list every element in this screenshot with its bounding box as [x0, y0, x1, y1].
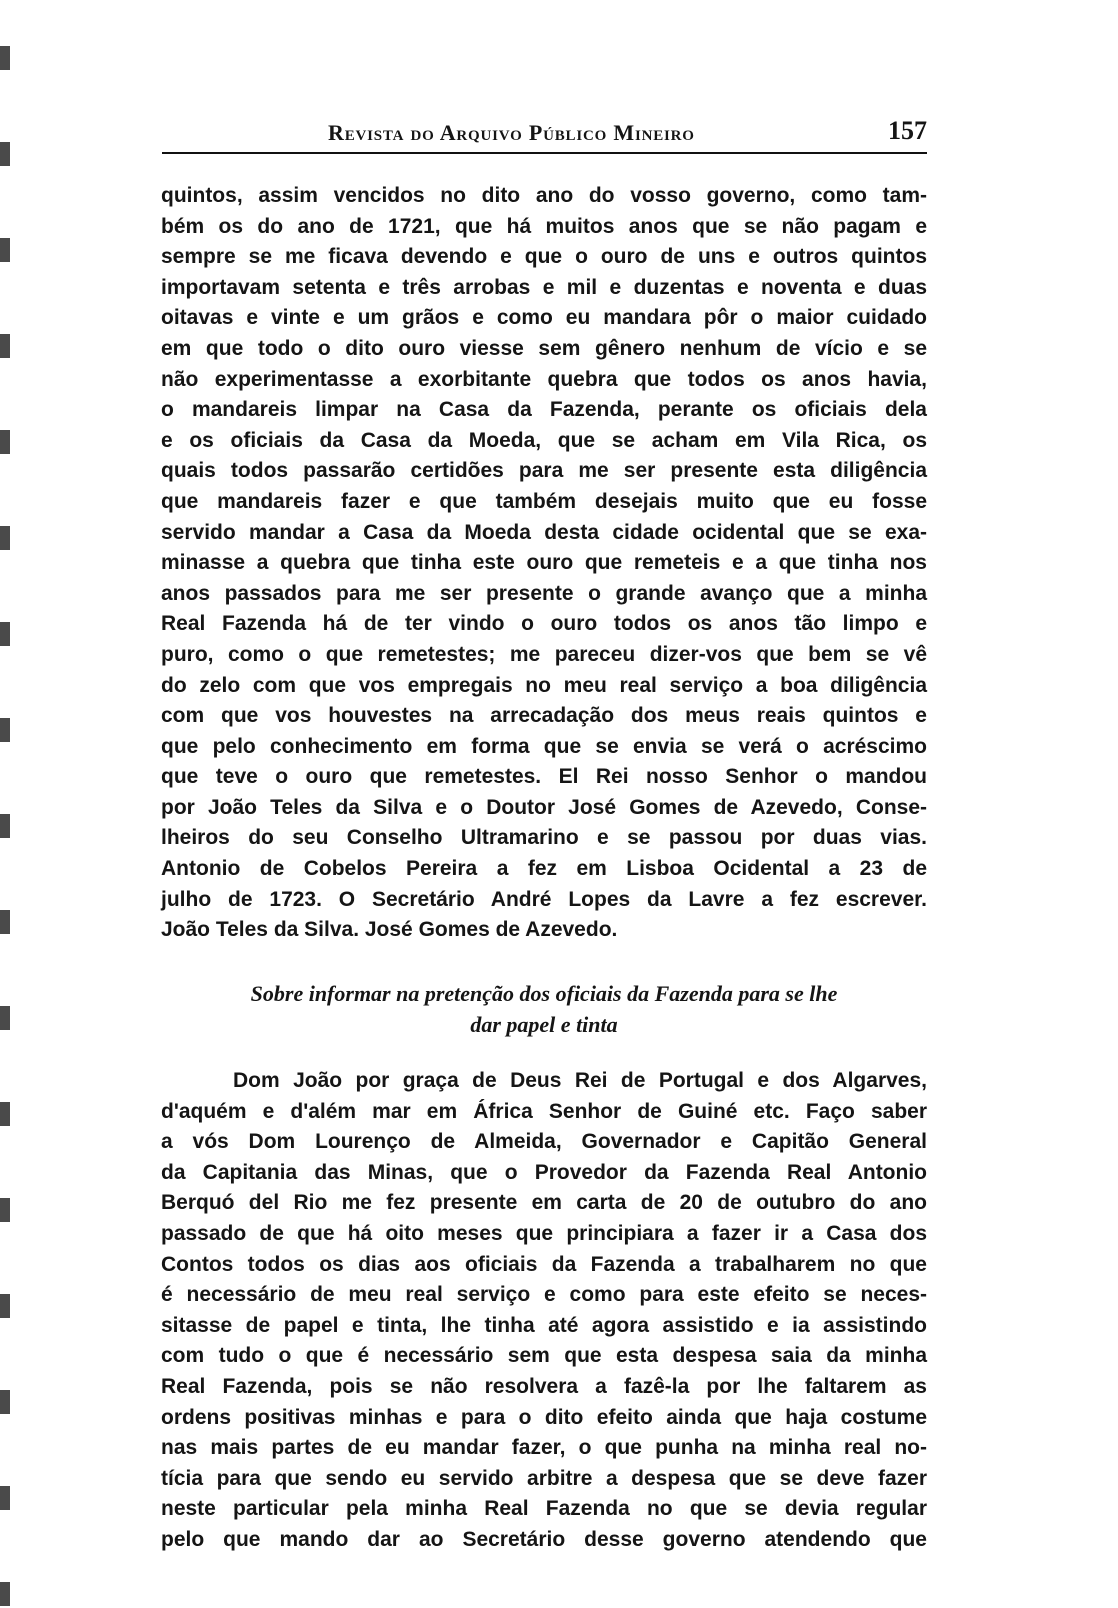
section-heading-line: dar papel e tinta	[470, 1012, 618, 1037]
text-line: Real Fazenda, pois se não resolvera a fazê-la por lhe faltarem as	[161, 1374, 927, 1398]
section-heading	[161, 978, 927, 1040]
text-line: que mandareis fazer e que também desejais muito que eu fosse	[161, 489, 927, 513]
paragraph-decree	[161, 1065, 927, 1555]
text-line: bém os do ano de 1721, que há muitos anos que se não pagam e	[161, 214, 927, 238]
text-line: importavam setenta e três arrobas e mil e duzentas e noventa e duas	[161, 275, 927, 299]
text-line: oitavas e vinte e um grãos e como eu mandara pôr o maior cuidado	[161, 306, 927, 330]
scan-left-edge	[0, 0, 10, 1608]
text-line: não experimentasse a exorbitante quebra que todos os anos havia,	[161, 367, 927, 391]
text-line: sitasse de papel e tinta, lhe tinha até agora assistido e ia assistindo	[161, 1313, 927, 1337]
text-line: Real Fazenda há de ter vindo o ouro todos os anos tão limpo e	[161, 612, 927, 636]
text-line: minasse a quebra que tinha este ouro que remeteis e a que tinha nos	[161, 551, 927, 575]
text-line: com que vos houvestes na arrecadação dos meus reais quintos e	[161, 704, 927, 728]
text-line: neste particular pela minha Real Fazenda no que se devia regular	[161, 1497, 927, 1521]
text-line: anos passados para me ser presente o grande avanço que a minha	[161, 581, 927, 605]
text-line: com tudo o que é necessário sem que esta despesa saia da minha	[161, 1344, 927, 1368]
text-line: que teve o ouro que remetestes. El Rei nosso Senhor o mandou	[161, 765, 927, 789]
text-line: ordens positivas minhas e para o dito efeito ainda que haja costume	[161, 1405, 927, 1429]
text-line: puro, como o que remetestes; me pareceu dizer-vos que bem se vê	[161, 642, 927, 666]
text-line: quais todos passarão certidões para me ser presente esta diligência	[161, 459, 927, 483]
text-line: Contos todos os dias aos oficiais da Fazenda a trabalharem no que	[161, 1252, 927, 1276]
text-line: passado de que há oito meses que principiara a fazer ir a Casa dos	[161, 1221, 927, 1245]
text-line: da Capitania das Minas, que o Provedor da Fazenda Real Antonio	[161, 1160, 927, 1184]
text-line: em que todo o dito ouro viesse sem gênero nenhum de vício e se	[161, 336, 927, 360]
text-line: que pelo conhecimento em forma que se envia se verá o acréscimo	[161, 734, 927, 758]
running-title: Revista do Arquivo Público Mineiro	[328, 120, 695, 145]
text-line: tícia para que sendo eu servido arbitre a despesa que se deve fazer	[161, 1466, 927, 1490]
text-line: Dom João por graça de Deus Rei de Portugal e dos Algarves,	[233, 1069, 927, 1092]
text-line: e os oficiais da Casa da Moeda, que se acham em Vila Rica, os	[161, 428, 927, 452]
page-header	[162, 114, 927, 154]
text-line: Antonio de Cobelos Pereira a fez em Lisboa Ocidental a 23 de	[161, 857, 927, 881]
text-line: servido mandar a Casa da Moeda desta cidade ocidental que se exa-	[161, 520, 927, 544]
text-line: sempre se me ficava devendo e que o ouro de uns e outros quintos	[161, 245, 927, 269]
text-line: a vós Dom Lourenço de Almeida, Governador e Capitão General	[161, 1130, 927, 1154]
text-line: o mandareis limpar na Casa da Fazenda, perante os oficiais dela	[161, 398, 927, 422]
text-line: lheiros do seu Conselho Ultramarino e se passou por duas vias.	[161, 826, 927, 850]
page-number: 157	[888, 116, 927, 145]
section-heading-line: Sobre informar na pretenção dos oficiais da Fazenda para se lhe	[250, 981, 838, 1006]
text-line: do zelo com que vos empregais no meu real serviço a boa diligência	[161, 673, 927, 697]
text-line: Berquó del Rio me fez presente em carta de 20 de outubro do ano	[161, 1191, 927, 1215]
text-line: por João Teles da Silva e o Doutor José Gomes de Azevedo, Conse-	[161, 795, 927, 819]
text-line: d'aquém e d'além mar em África Senhor de Guiné etc. Faço saber	[161, 1099, 927, 1123]
text-line: é necessário de meu real serviço e como para este efeito se neces-	[161, 1283, 927, 1307]
text-line: nas mais partes de eu mandar fazer, o que punha na minha real no-	[161, 1436, 927, 1460]
text-line: pelo que mando dar ao Secretário desse governo atendendo que	[161, 1527, 927, 1551]
text-line: julho de 1723. O Secretário André Lopes da Lavre a fez escrever.	[161, 887, 927, 911]
text-line: João Teles da Silva. José Gomes de Azevedo.	[161, 918, 618, 942]
paragraph-continued	[161, 181, 927, 946]
text-line: quintos, assim vencidos no dito ano do vosso governo, como tam-	[161, 184, 927, 207]
